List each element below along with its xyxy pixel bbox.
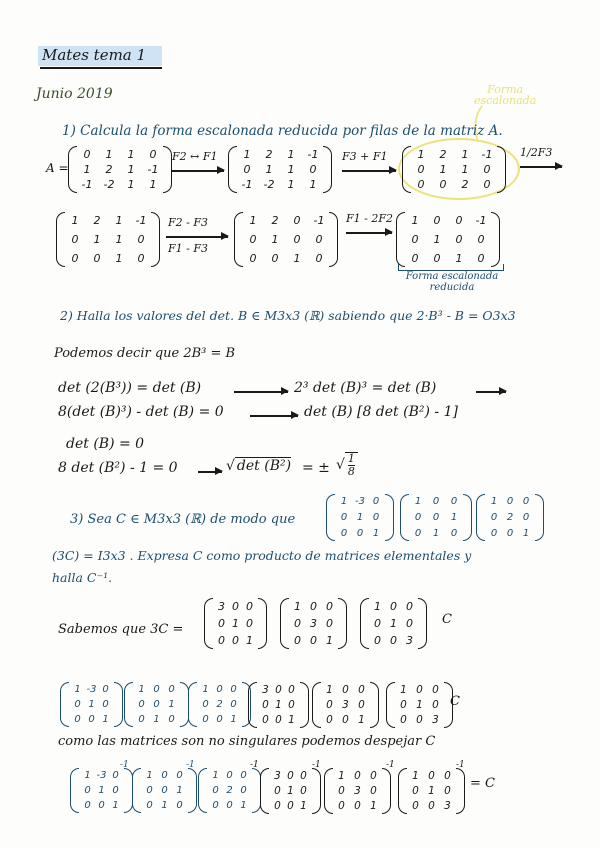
p3-matrix-2: 1 0 0 0 0 1 0 1 0 [400,494,472,541]
arrow-1 [172,170,224,172]
title-underline [40,67,162,69]
p2-line5a: 8 det (B²) - 1 = 0 [58,460,178,476]
arrow-5 [346,232,392,234]
label-a: A = [46,161,69,175]
row-matrix-2: 1 0 0 0 0 1 0 1 0 [124,682,189,727]
inv-sup-4: -1 [312,760,321,770]
decomp-matrix-1: 3 0 0 0 1 0 0 0 1 [204,598,267,649]
p2-arrow-2 [476,391,506,393]
p2-line3a: 8(det (B)³) - det (B) = 0 [58,404,224,420]
p2-line4: det (B) = 0 [66,436,145,452]
inv-sup-6: -1 [456,760,465,770]
matrix-a: 0 1 1 0 1 2 1 -1 -1 -2 1 1 [68,146,172,193]
decomp-matrix-2: 1 0 0 0 3 0 0 0 1 [280,598,347,649]
p2-arrow-1 [234,391,288,393]
c-label-1: C [442,612,452,627]
inv-matrix-4: 3 0 0 0 1 0 0 0 1 [260,768,321,814]
annotation-reduced: Forma escalonada reducida [405,271,499,293]
p2-line3b: det (B) [8 det (B²) - 1] [304,404,458,420]
row-matrix-6: 1 0 0 0 1 0 0 0 3 [386,682,453,728]
op-f3-plus-f1: F3 + F1 [342,150,388,163]
inv-matrix-6: 1 0 0 0 1 0 0 0 3 [398,768,465,814]
p2-arrow-3 [250,415,298,417]
inv-sup-5: -1 [386,760,395,770]
op-half-f3: 1/2F3 [520,146,553,159]
p2-arrow-4 [198,471,222,473]
sabemos-line: Sabemos que 3C = [58,622,184,637]
inv-sup-3: -1 [250,760,259,770]
inv-matrix-3: 1 0 0 0 2 0 0 0 1 [198,768,261,813]
row-matrix-1: 1 -3 0 0 1 0 0 0 1 [60,682,123,727]
row-matrix-4: 3 0 0 0 1 0 0 0 1 [248,682,309,728]
matrix-5: 1 2 0 -1 0 1 0 0 0 0 1 0 [234,212,338,267]
p2-plusminus: = ± [302,460,330,476]
problem3-statement: 3) Sea C ∈ M3x3 (ℝ) de modo que [70,512,296,527]
op-f1-minus-2f2: F1 - 2F2 [346,212,393,225]
problem2-statement: 2) Halla los valores del det. B ∈ M3x3 (ℝ) sabiendo que 2·B³ - B = O3x3 [60,308,516,323]
inv-matrix-1: 1 -3 0 0 1 0 0 0 1 [70,768,133,813]
problem3-continue2: halla C⁻¹. [52,570,113,585]
p2-line2b: 2³ det (B)³ = det (B) [294,380,437,396]
row-matrix-5: 1 0 0 0 3 0 0 0 1 [312,682,379,728]
inv-matrix-2: 1 0 0 0 0 1 0 1 0 [132,768,197,813]
decomp-matrix-3: 1 0 0 0 1 0 0 0 3 [360,598,427,649]
row-matrix-3: 1 0 0 0 2 0 0 0 1 [188,682,251,727]
op-f1-minus-f3: F1 - F3 [168,242,208,255]
matrix-6: 1 0 0 -1 0 1 0 0 0 0 1 0 [396,212,500,267]
problem3-continue: (3C) = I3x3 . Expresa C como producto de matrices elementales y [52,548,472,563]
inv-sup-2: -1 [186,760,195,770]
exam-date: Junio 2019 [36,86,113,102]
annotation-echelon: Forma escalonada [474,83,537,107]
problem1-statement: 1) Calcula la forma escalonada reducida por filas de la matriz A. [62,123,503,139]
arrow-2 [342,170,396,172]
op-f2-minus-f3: F2 - F3 [168,216,208,229]
p3-matrix-1: 1 -3 0 0 1 0 0 0 1 [326,494,394,541]
c-label-2: C [450,694,460,709]
inv-sup-1: -1 [120,760,129,770]
p3-matrix-3: 1 0 0 0 2 0 0 0 1 [476,494,544,541]
matrix-3: 1 2 1 -1 0 1 1 0 0 0 2 0 [402,146,506,193]
reduced-underbrace [398,264,504,271]
matrix-2: 1 2 1 -1 0 1 1 0 -1 -2 1 1 [228,146,332,193]
arrow-4 [166,236,228,238]
p2-sqrt: √ det (B²) [226,458,292,474]
inv-matrix-5: 1 0 0 0 3 0 0 0 1 [324,768,391,814]
equals-c: = C [470,776,495,791]
arrow-3 [520,166,562,168]
p2-sqrt-frac: √ $\frac{1}{8}$ [336,452,358,478]
p2-line1: Podemos decir que 2B³ = B [54,346,236,361]
p2-line2a: det (2(B³)) = det (B) [58,380,202,396]
matrix-4: 1 2 1 -1 0 1 1 0 0 0 1 0 [56,212,160,267]
como-line: como las matrices son no singulares podemos despejar C [58,734,436,749]
page-title: Mates tema 1 [42,46,147,64]
op-swap: F2 ↔ F1 [172,150,218,163]
